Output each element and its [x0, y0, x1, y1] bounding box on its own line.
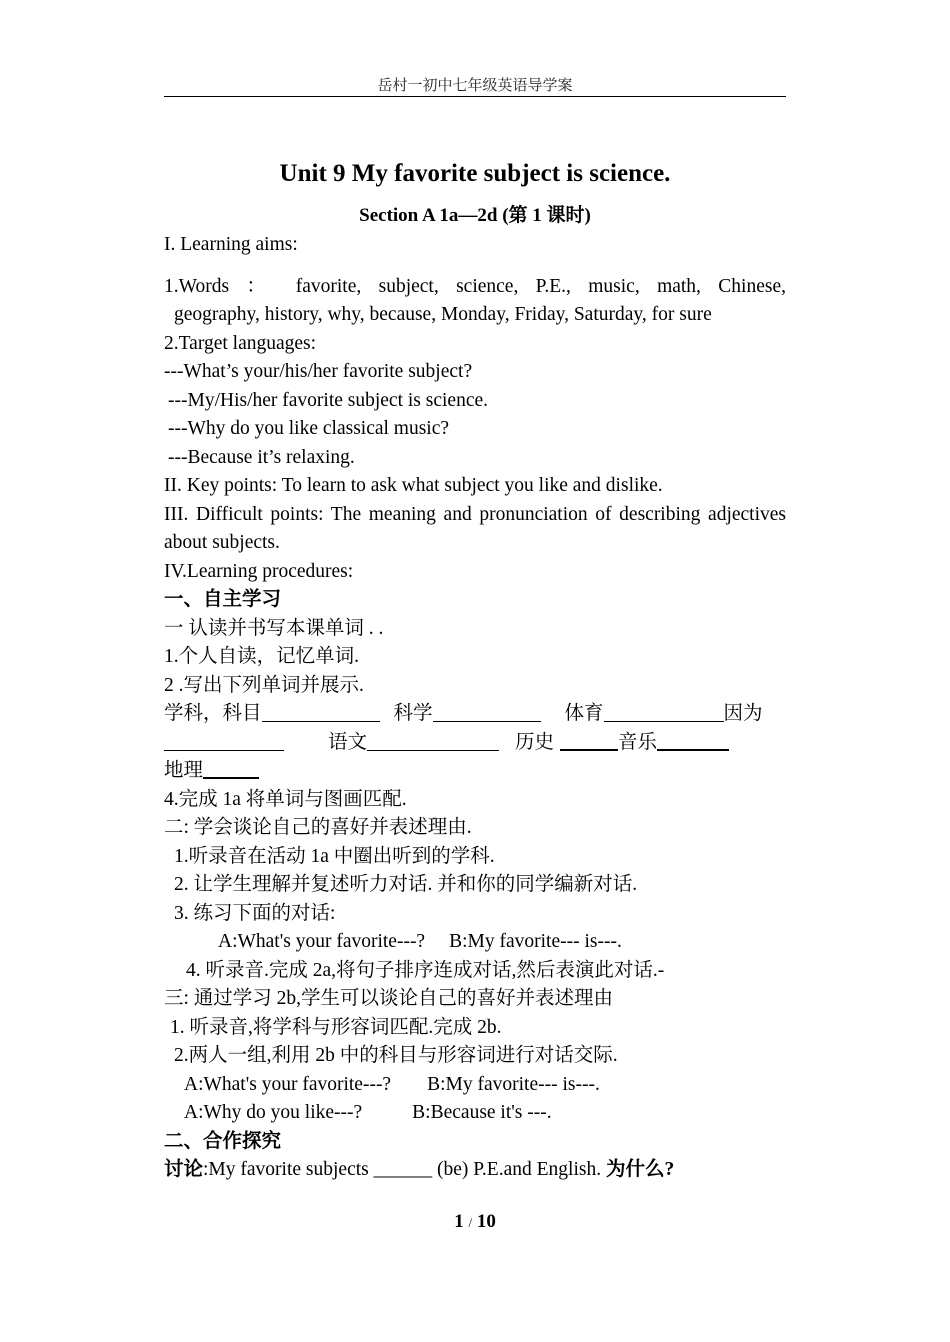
target-language-1: ---What’s your/his/her favorite subject? [164, 361, 473, 382]
discussion-label: 讨论 [164, 1159, 204, 1180]
part2-item-3: 3. 练习下面的对话: [174, 902, 336, 924]
target-language-2: ---My/His/her favorite subject is science. [168, 389, 489, 411]
page-total: 10 [476, 1211, 496, 1232]
vocab-geography-blank[interactable] [203, 757, 259, 779]
part2-item-2: 2. 让学生理解并复述听力对话. 并和你的同学编新对话. [174, 874, 638, 895]
part1-step-2: 2 .写出下列单词并展示. [164, 674, 364, 696]
document-body [164, 231, 786, 1185]
document-title: Unit 9 My favorite subject is science. [279, 160, 671, 187]
vocab-row-2 [164, 729, 786, 758]
cooperation-heading: 二、合作探究 [164, 1130, 282, 1152]
vocab-row-1 [164, 700, 786, 729]
page-number [0, 1209, 950, 1236]
part2-dialog [164, 928, 786, 957]
key-points: II. Key points: To learn to ask what subject you like and dislike. [164, 475, 663, 496]
vocab-science-blank[interactable] [433, 701, 541, 722]
vocab-chinese-label: 语文 [328, 731, 368, 753]
target-language-3: ---Why do you like classical music? [168, 418, 450, 439]
vocab-chinese-blank[interactable] [367, 730, 499, 751]
learning-procedures: IV.Learning procedures: [164, 560, 354, 582]
vocab-history-label: 历史 [515, 731, 555, 753]
target-language-4: ---Because it’s relaxing. [168, 446, 355, 468]
part2-heading: 二: 学会谈论自己的喜好并表述理由. [164, 817, 472, 838]
aims-words-line1: 1.Words ： favorite, subject, science, P.E., music, math, Chinese, [164, 275, 786, 297]
part3-item-2: 2.两人一组,利用 2b 中的科目与形容词进行对话交际. [174, 1045, 618, 1066]
cooperation-discussion [164, 1156, 786, 1185]
difficult-points: III. Difficult points: The meaning and pronunciation of describing adjectives about subjects. [164, 503, 786, 553]
part3-dialog2-b: B:Because it's ---. [412, 1102, 552, 1123]
aims-words-line2: geography, history, why, because, Monday, Friday, Saturday, for sure [174, 304, 712, 325]
part1-step-4: 4.完成 1a 将单词与图画匹配. [164, 788, 407, 810]
vocab-subject-label: 学科，科目 [164, 703, 262, 724]
part2-item-4: 4. 听录音.完成 2a,将句子排序连成对话,然后表演此对话.- [186, 959, 665, 981]
vocab-science-label: 科学 [393, 703, 433, 724]
part3-item-1: 1. 听录音,将学科与形容词匹配.完成 2b. [170, 1016, 502, 1038]
vocab-pe-label: 体育 [564, 703, 604, 724]
part2-dialog-a: A:What's your favorite---? [218, 931, 426, 952]
part3-dialog1-a: A:What's your favorite---? [184, 1073, 392, 1095]
vocab-pe-blank[interactable] [604, 701, 724, 722]
part3-heading: 三: 通过学习 2b,学生可以谈论自己的喜好并表述理由 [164, 988, 614, 1009]
part3-dialog-2 [164, 1099, 786, 1128]
part3-dialog2-a: A:Why do you like---? [184, 1102, 363, 1123]
vocab-row-3 [164, 757, 786, 786]
vocab-because-label: 因为 [723, 703, 763, 724]
target-languages-heading: 2.Target languages: [164, 332, 317, 354]
page-current: 1 [454, 1211, 464, 1232]
part2-item-1: 1.听录音在活动 1a 中圈出听到的学科. [174, 845, 495, 867]
vocab-because-blank[interactable] [164, 730, 284, 751]
section-subtitle: Section A 1a—2d (第 1 课时) [359, 205, 591, 226]
vocab-history-blank[interactable] [560, 729, 618, 751]
vocab-music-label: 音乐 [618, 731, 658, 753]
vocab-geography-label: 地理 [164, 760, 204, 781]
part2-dialog-b: B:My favorite--- is---. [449, 931, 622, 952]
aims-heading: I. Learning aims: [164, 234, 298, 255]
part3-dialog1-b: B:My favorite--- is---. [427, 1073, 600, 1095]
discussion-question: 为什么? [605, 1159, 675, 1180]
part1-heading: 一、自主学习 [164, 589, 282, 610]
part1-step-title: 一 认读并书写本课单词 . . [164, 617, 384, 639]
page-separator: / [468, 1215, 473, 1230]
vocab-subject-blank[interactable] [262, 701, 380, 722]
part3-dialog-1 [164, 1071, 786, 1100]
discussion-sentence: :My favorite subjects ______ (be) P.E.and English. [203, 1159, 606, 1180]
vocab-music-blank[interactable] [657, 729, 729, 751]
page-header: 岳村一初中七年级英语导学案 [164, 76, 786, 97]
part1-step-1: 1.个人自读，记忆单词. [164, 646, 360, 667]
